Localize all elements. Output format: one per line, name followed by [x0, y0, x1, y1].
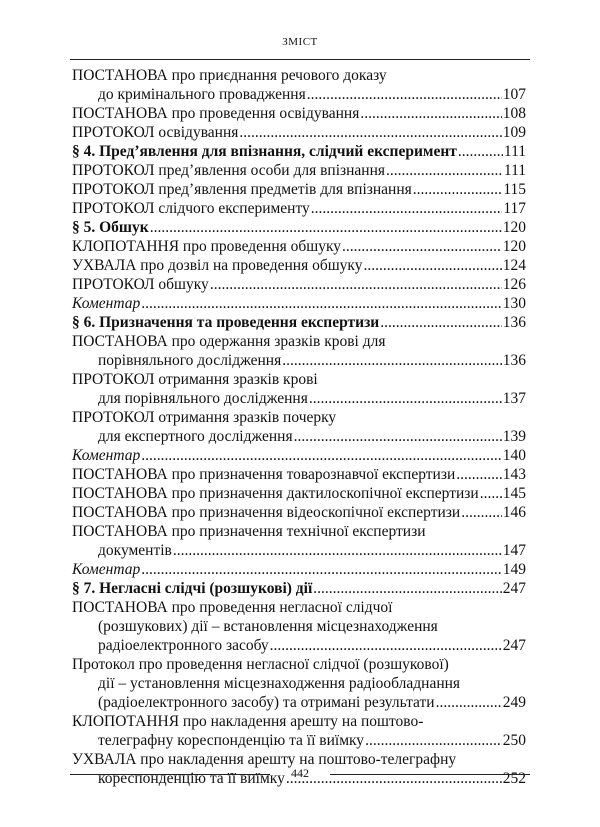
toc-entry-line — [72, 693, 526, 712]
toc-entry-title: Коментар — [72, 295, 141, 312]
toc-entry-title: ПРОТОКОЛ обшуку — [72, 276, 209, 293]
toc-entry — [72, 712, 526, 750]
dot-leader — [456, 465, 501, 484]
toc-entry-title: ПРОТОКОЛ освідування — [72, 124, 239, 141]
toc-entry-title: УХВАЛА про накладення арешту на поштово-телеграфну — [72, 751, 457, 768]
table-of-contents — [72, 66, 526, 788]
dot-leader — [294, 427, 502, 446]
dot-leader — [210, 275, 502, 294]
toc-page-number: 111 — [503, 162, 526, 179]
page-footer — [70, 766, 530, 782]
toc-entry-title: для порівняльного дослідження — [98, 390, 308, 407]
toc-entry — [72, 484, 526, 503]
toc-entry-line — [72, 199, 526, 218]
toc-page-number: 115 — [503, 181, 526, 198]
toc-entry — [72, 199, 526, 218]
toc-entry-title: ПРОТОКОЛ пред’явлення особи для впізнання — [72, 162, 386, 179]
page-number: 442 — [291, 766, 309, 780]
toc-page-number: 145 — [502, 485, 526, 502]
dot-leader — [311, 199, 503, 218]
toc-page-number: 249 — [502, 694, 526, 711]
toc-entry-line — [72, 579, 526, 598]
toc-entry-line — [72, 104, 526, 123]
dot-leader — [239, 123, 501, 142]
toc-page-number: 146 — [502, 504, 526, 521]
toc-entry — [72, 66, 526, 104]
dot-leader — [386, 161, 503, 180]
toc-page-number: 143 — [502, 466, 526, 483]
toc-entry-line — [72, 484, 526, 503]
toc-entry-title: до кримінального провадження — [98, 86, 306, 103]
dot-leader — [173, 541, 502, 560]
toc-entry-title: ПРОТОКОЛ отримання зразків почерку — [72, 409, 337, 426]
toc-page-number: 117 — [503, 200, 526, 217]
toc-page-number: 136 — [502, 352, 526, 369]
toc-page-number: 109 — [502, 124, 526, 141]
dot-leader — [480, 484, 502, 503]
dot-leader — [365, 731, 502, 750]
toc-entry-title: ПОСТАНОВА про призначення товарознавчої експертизи — [72, 466, 456, 483]
toc-entry — [72, 142, 526, 161]
toc-page-number: 107 — [502, 86, 526, 103]
toc-entry-line — [72, 636, 526, 655]
toc-entry — [72, 598, 526, 655]
toc-entry-title: § 7. Негласні слідчі (розшукові) дії — [72, 580, 313, 597]
toc-entry-line — [72, 275, 526, 294]
dot-leader — [436, 693, 502, 712]
dot-leader — [150, 218, 502, 237]
toc-entry-line — [72, 427, 526, 446]
dot-leader — [461, 503, 502, 522]
toc-entry-title: для експертного дослідження — [98, 428, 293, 445]
toc-entry — [72, 123, 526, 142]
dot-leader — [270, 636, 502, 655]
toc-page-number: 130 — [502, 295, 526, 312]
toc-entry — [72, 256, 526, 275]
dot-leader — [342, 237, 502, 256]
toc-page-number: 149 — [502, 561, 526, 578]
toc-page-number: 120 — [502, 219, 526, 236]
dot-leader — [380, 313, 502, 332]
toc-entry-title: ПОСТАНОВА про призначення технічної експертизи — [72, 523, 426, 540]
toc-entry-title: порівняльного дослідження — [98, 352, 282, 369]
toc-entry-title: ПОСТАНОВА про проведення негласної слідчої — [72, 599, 393, 616]
toc-page-number: 250 — [502, 732, 526, 749]
toc-entry-title: ПОСТАНОВА про проведення освідування — [72, 105, 360, 122]
toc-entry-line — [72, 294, 526, 313]
running-header: ЗМІСТ — [282, 36, 318, 48]
dot-leader — [413, 180, 503, 199]
toc-entry — [72, 655, 526, 712]
toc-entry-line — [72, 180, 526, 199]
toc-entry — [72, 332, 526, 370]
dot-leader — [141, 446, 502, 465]
toc-entry-title: радіоелектронного засобу — [98, 637, 269, 654]
toc-page-number: 139 — [502, 428, 526, 445]
toc-entry-line — [72, 256, 526, 275]
toc-entry-title: дії – установлення місцезнаходження радіообладнання — [98, 675, 461, 692]
toc-page-number: 124 — [502, 257, 526, 274]
toc-entry-line — [72, 446, 526, 465]
toc-entry — [72, 503, 526, 522]
toc-entry-title: УХВАЛА про дозвіл на проведення обшуку — [72, 257, 363, 274]
toc-entry-line — [72, 161, 526, 180]
dot-leader — [307, 85, 502, 104]
toc-page-number: 252 — [502, 770, 526, 787]
toc-entry-title: Коментар — [72, 561, 141, 578]
toc-entry-line — [72, 218, 526, 237]
toc-entry-title: § 5. Обшук — [72, 219, 149, 236]
toc-entry-title: КЛОПОТАННЯ про накладення арешту на поштово- — [72, 713, 424, 730]
toc-entry — [72, 522, 526, 560]
toc-entry-line — [72, 123, 526, 142]
toc-entry — [72, 237, 526, 256]
toc-entry-line — [72, 142, 526, 161]
toc-entry-line — [72, 389, 526, 408]
toc-entry-title: Протокол про проведення негласної слідчої (розшукової) — [72, 656, 449, 673]
toc-entry-title: (радіоелектронного засобу) та отримані результати — [98, 694, 435, 711]
toc-entry-title: телеграфну кореспонденцію та її виїмку — [98, 732, 365, 749]
toc-entry-line — [72, 237, 526, 256]
toc-page-number: 247 — [502, 637, 526, 654]
toc-entry — [72, 218, 526, 237]
toc-entry-title: ПОСТАНОВА про одержання зразків крові для — [72, 333, 386, 350]
toc-entry-title: § 4. Пред’явлення для впізнання, слідчий експеримент — [72, 143, 457, 160]
toc-entry — [72, 465, 526, 484]
toc-entry — [72, 579, 526, 598]
toc-entry-title: (розшукових) дії – встановлення місцезнаходження — [98, 618, 438, 635]
footer-rule-right — [330, 774, 530, 775]
toc-entry-title: ПОСТАНОВА про приєднання речового доказу — [72, 67, 387, 84]
toc-entry — [72, 370, 526, 408]
dot-leader — [360, 104, 501, 123]
toc-entry — [72, 313, 526, 332]
toc-page-number: 126 — [502, 276, 526, 293]
toc-page-number: 136 — [502, 314, 526, 331]
toc-entry-line — [72, 351, 526, 370]
toc-entry — [72, 104, 526, 123]
toc-entry-line — [72, 731, 526, 750]
toc-entry-title: кореспонденцію та її виїмку — [98, 770, 285, 787]
toc-entry — [72, 446, 526, 465]
toc-entry — [72, 294, 526, 313]
toc-entry-title: ПОСТАНОВА про призначення дактилоскопічної експертизи — [72, 485, 479, 502]
dot-leader — [313, 579, 502, 598]
toc-entry-title: § 6. Призначення та проведення експертизи — [72, 314, 380, 331]
toc-entry-title: Коментар — [72, 447, 141, 464]
toc-entry-title: ПРОТОКОЛ слідчого експерименту — [72, 200, 310, 217]
toc-entry-line — [72, 465, 526, 484]
toc-entry-title: ПРОТОКОЛ отримання зразків крові — [72, 371, 318, 388]
toc-entry-title: документів — [98, 542, 172, 559]
toc-entry-line — [72, 560, 526, 579]
toc-page-number: 120 — [502, 238, 526, 255]
toc-page-number: 247 — [502, 580, 526, 597]
dot-leader — [309, 389, 502, 408]
toc-entry — [72, 275, 526, 294]
toc-entry-line — [72, 541, 526, 560]
dot-leader — [458, 142, 503, 161]
toc-page-number: 111 — [503, 143, 526, 160]
toc-page-number: 137 — [502, 390, 526, 407]
toc-entry-line — [72, 313, 526, 332]
toc-page-number: 147 — [502, 542, 526, 559]
toc-page-number: 140 — [502, 447, 526, 464]
dot-leader — [141, 294, 502, 313]
toc-entry — [72, 560, 526, 579]
dot-leader — [282, 351, 502, 370]
toc-entry-line — [72, 85, 526, 104]
toc-entry — [72, 408, 526, 446]
toc-entry-title: КЛОПОТАННЯ про проведення обшуку — [72, 238, 342, 255]
toc-entry-title: ПОСТАНОВА про призначення відеоскопічної експертизи — [72, 504, 461, 521]
toc-entry — [72, 161, 526, 180]
toc-entry-line — [72, 503, 526, 522]
toc-entry — [72, 180, 526, 199]
toc-page-number: 108 — [502, 105, 526, 122]
dot-leader — [363, 256, 501, 275]
toc-entry-title: ПРОТОКОЛ пред’явлення предметів для впізнання — [72, 181, 412, 198]
header-rule — [70, 59, 530, 60]
dot-leader — [141, 560, 502, 579]
